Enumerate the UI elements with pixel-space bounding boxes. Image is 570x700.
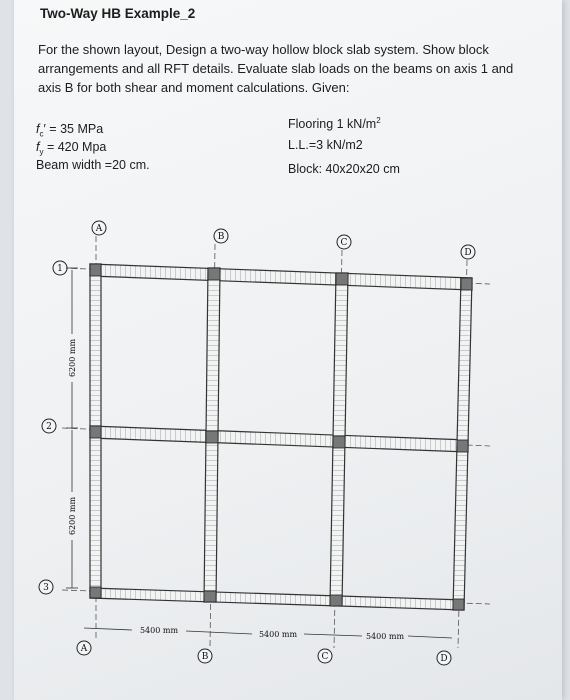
dim-horizontal-1: 5400 mm (139, 626, 179, 635)
beam-axis-2 (90, 426, 468, 452)
given-fy: $f_y = 420$ Mpa (36, 140, 107, 157)
axis-label-1: 1 (57, 264, 63, 274)
vertical-dimension-lines (66, 268, 78, 588)
dim-horizontal-2: 5400 mm (258, 630, 298, 639)
given-block: Block: 40x20x20 cm (288, 162, 400, 176)
axis-label-c-top: C (340, 238, 348, 248)
page-title: Two-Way HB Example_2 (40, 6, 196, 21)
axis-label-d-top: D (464, 248, 472, 258)
given-beam-width: Beam width =20 cm. (36, 158, 150, 172)
axis-label-3: 3 (43, 583, 49, 593)
axis-label-b-bottom: B (201, 652, 209, 662)
axis-label-b-top: B (217, 232, 225, 242)
axis-label-d-bottom: D (440, 654, 448, 664)
problem-statement: For the shown layout, Design a two-way hollow block slab system. Show block arrangements and all RFT details. Evaluate slab loads on the beams on axis 1 and axis B for both shear and moment calculations. Given: (38, 42, 514, 95)
beam-axis-3 (90, 588, 464, 610)
given-live-load: L.L.=3 kN/m2 (288, 138, 363, 152)
given-fc: $f_c' = 35$ MPa (36, 122, 104, 139)
given-flooring: Flooring 1 $kN/m^2$ (288, 116, 381, 132)
axis-label-c-bottom: C (321, 652, 329, 662)
beams (90, 264, 472, 610)
dim-vertical-1: 6200 mm (68, 338, 77, 378)
axis-label-a-bottom: A (80, 644, 88, 654)
dim-vertical-2: 6200 mm (68, 496, 77, 536)
dim-horizontal-3: 5400 mm (365, 632, 405, 641)
beam-axis-1 (90, 264, 472, 290)
axis-label-a-top: A (95, 224, 103, 234)
axis-label-2: 2 (46, 422, 52, 432)
